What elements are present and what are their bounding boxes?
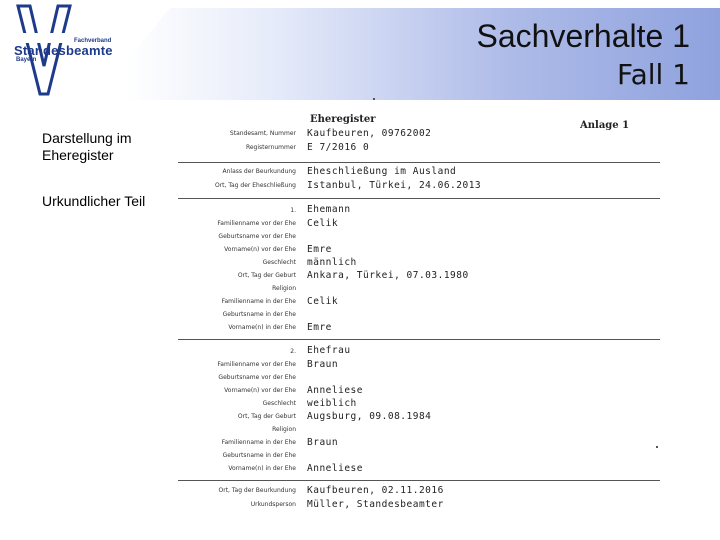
row-value: Emre — [307, 244, 332, 255]
row-value: Kaufbeuren, 02.11.2016 — [307, 485, 444, 496]
row-label: Ort, Tag der Geburt — [237, 272, 296, 279]
row-label: Vorname(n) in der Ehe — [228, 324, 296, 331]
divider-line — [178, 480, 660, 481]
row-value: Eheschließung im Ausland — [307, 166, 457, 177]
divider-line — [178, 339, 660, 340]
section-heading-wife: Ehefrau — [307, 345, 351, 356]
row-label: Ort, Tag der Eheschließung — [214, 182, 296, 189]
row-value: Emre — [307, 322, 332, 333]
register-document — [178, 106, 660, 536]
scan-speck — [373, 98, 375, 100]
row-value: Anneliese — [307, 463, 363, 474]
row-label: Urkundsperson — [250, 501, 296, 508]
row-label: Familienname vor der Ehe — [217, 220, 296, 227]
divider-line — [178, 162, 660, 163]
row-label: Religion — [272, 285, 296, 292]
divider-line — [178, 198, 660, 199]
logo-bottom-text: Bayern — [16, 57, 37, 63]
row-label: Vorname(n) vor der Ehe — [224, 246, 296, 253]
row-label: Anlass der Beurkundung — [222, 168, 296, 175]
scan-speck — [656, 446, 658, 448]
row-label: Vorname(n) vor der Ehe — [224, 387, 296, 394]
row-label: Vorname(n) in der Ehe — [228, 465, 296, 472]
row-label: Ort, Tag der Beurkundung — [218, 487, 296, 494]
logo-top-text: Fachverband — [74, 38, 112, 44]
logo-main-text: Standesbeamte — [14, 43, 113, 58]
row-value: Kaufbeuren, 09762002 — [307, 128, 432, 139]
row-label: Familienname in der Ehe — [221, 439, 296, 446]
row-value: Augsburg, 09.08.1984 — [307, 411, 432, 422]
row-label: Geschlecht — [262, 400, 296, 407]
row-value: Müller, Standesbeamter — [307, 499, 444, 510]
row-label: Geburtsname vor der Ehe — [218, 233, 296, 240]
row-value: Istanbul, Türkei, 24.06.2013 — [307, 180, 482, 191]
row-value: Celik — [307, 218, 339, 229]
row-label: Familienname vor der Ehe — [217, 361, 296, 368]
section-heading-husband: Ehemann — [307, 204, 351, 215]
row-label: Religion — [272, 426, 296, 433]
left-text-urkundlich: Urkundlicher Teil — [42, 193, 146, 209]
row-label: Familienname in der Ehe — [221, 298, 296, 305]
row-label: Standesamt, Nummer — [229, 130, 296, 137]
register-heading: Eheregister — [310, 114, 376, 125]
row-label: Geburtsname in der Ehe — [222, 311, 296, 318]
section-number: 1. — [290, 207, 296, 214]
slide-title: Sachverhalte 1 — [476, 18, 690, 54]
register-annex: Anlage 1 — [580, 120, 630, 131]
fachverband-logo — [8, 4, 128, 96]
row-label: Geburtsname in der Ehe — [222, 452, 296, 459]
row-value: männlich — [307, 257, 357, 268]
row-value: Celik — [307, 296, 339, 307]
row-label: Geburtsname vor der Ehe — [218, 374, 296, 381]
row-label: Geschlecht — [262, 259, 296, 266]
row-value: Braun — [307, 359, 339, 370]
row-label: Registernummer — [245, 144, 296, 151]
row-value: E 7/2016 0 — [307, 142, 370, 153]
left-text-darstellung: Darstellung im Eheregister — [42, 130, 132, 163]
row-value: weiblich — [307, 398, 357, 409]
section-number: 2. — [290, 348, 296, 355]
slide-subtitle: Fall 1 — [617, 58, 690, 91]
row-value: Braun — [307, 437, 339, 448]
row-label: Ort, Tag der Geburt — [237, 413, 296, 420]
row-value: Ankara, Türkei, 07.03.1980 — [307, 270, 469, 281]
row-value: Anneliese — [307, 385, 363, 396]
